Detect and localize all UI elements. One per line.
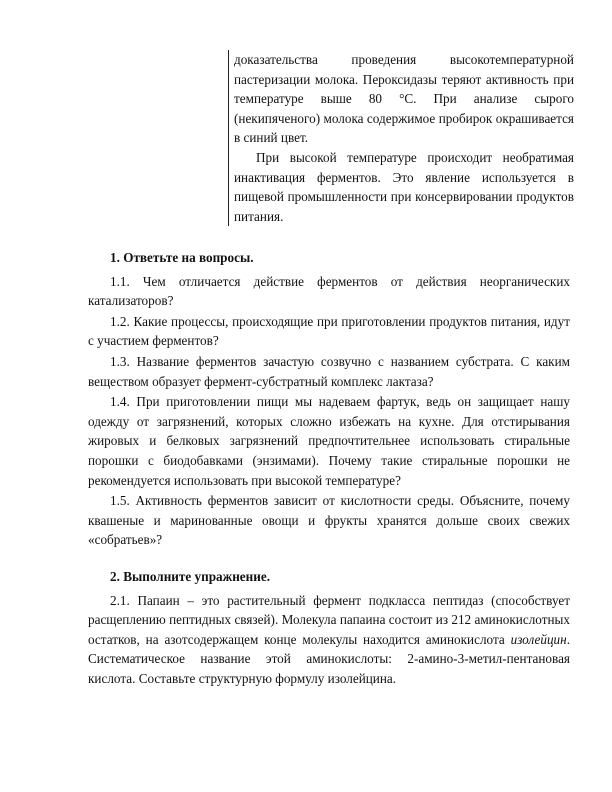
exercise-italic-term: изолейцин [510,631,567,647]
side-paragraph-2: При высокой температуре происходит необратимая инактивация ферментов. Это явление используется в пищевой промышленности при консервировании продуктов питания. [234,149,574,224]
question-1-4: 1.4. При приготовлении пищи мы надеваем фартук, ведь он защищает нашу одежду от загрязнений, которых сложно избежать на кухне. Для отстирывания жировых и белковых загрязнений предпочтительнее использовать стиральные порошки с биодобавками (энзимами). Почему такие стиральные порошки не рекомендуется использовать при высокой температуре? [88,394,570,488]
side-paragraph-1: доказательства проведения высокотемпературной пастеризации молока. Пероксидазы теряют активность при температуре выше 80 °С. При анализе сырого (некипяченого) молока содержимое пробирок окрашивается в синий цвет. [234,52,574,146]
exercise-text-before: 2.1. Папаин – это растительный фермент подкласса пептидаз (способствует расщеплению пептидных связей). Молекула папаина состоит из 212 аминокислотных остатков, на азотсодержащем конце молекулы находится аминокислота [88,592,570,647]
question-1-3: 1.3. Название ферментов зачастую созвучно с названием субстрата. С каким веществом образует фермент-субстратный комплекс лактаза? [88,353,570,389]
section-gap [88,551,570,567]
question-1-5: 1.5. Активность ферментов зависит от кислотности среды. Объясните, почему квашеные и маринованные овощи и фрукты хранятся дольше своих свежих «собратьев»? [88,493,570,548]
side-text-block [228,50,574,226]
section-2-heading: 2. Выполните упражнение. [110,568,271,584]
section-1-heading: 1. Ответьте на вопросы. [110,250,254,265]
main-content [88,248,570,688]
question-1-1: 1.1. Чем отличается действие ферментов от действия неорганических катализаторов? [88,273,570,309]
question-1-2: 1.2. Какие процессы, происходящие при приготовлении продуктов питания, идут с участием ферментов? [88,313,570,349]
exercise-text-after: . Систематическое название этой аминокислоты: 2-амино-3-метил-пентановая кислота. Составьте структурную формулу изолейцина. [88,631,570,686]
exercise-2-1 [88,591,570,689]
